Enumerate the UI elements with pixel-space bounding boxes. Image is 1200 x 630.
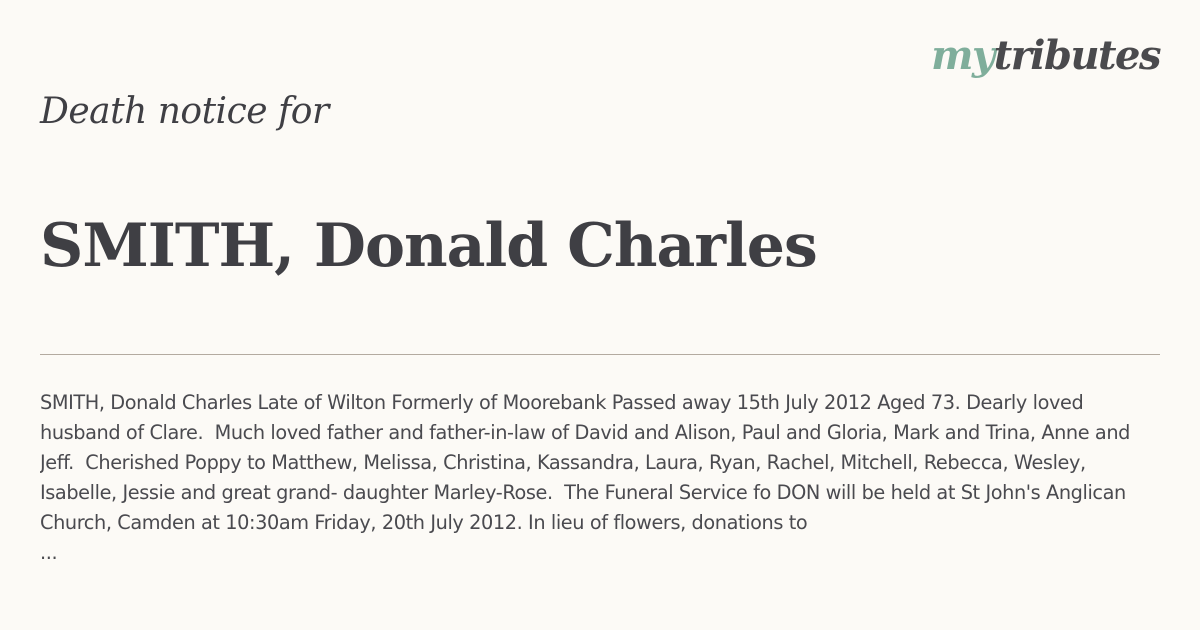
- notice-kicker: Death notice for: [40, 91, 329, 132]
- deceased-name: SMITH, Donald Charles: [40, 211, 817, 281]
- divider: [40, 354, 1160, 355]
- logo-my-text: my: [931, 32, 994, 79]
- notice-body: [40, 388, 1160, 573]
- notice-text: SMITH, Donald Charles Late of Wilton Formerly of Moorebank Passed away 15th July 2012 Aged 73. Dearly loved husband of Clare. Much loved father and father-in-law of David and Alison, Paul and Gloria, Mark and Trina, Anne and Jeff. Cherished Poppy to Matthew, Melissa, Christina, Kassandra, Laura, Ryan, Rachel, Mitchell, Rebecca, Wesley, Isabelle, Jessie and great grand- daughter Marley-Rose. The Funeral Service fo DON will be held at St John's Anglican Church, Camden at 10:30am Friday, 20th July 2012. In lieu of flowers, donations to: [40, 391, 1136, 534]
- notice-ellipsis: ...: [40, 541, 58, 564]
- mytributes-logo: [931, 32, 1160, 79]
- logo-tributes-text: tributes: [993, 32, 1160, 79]
